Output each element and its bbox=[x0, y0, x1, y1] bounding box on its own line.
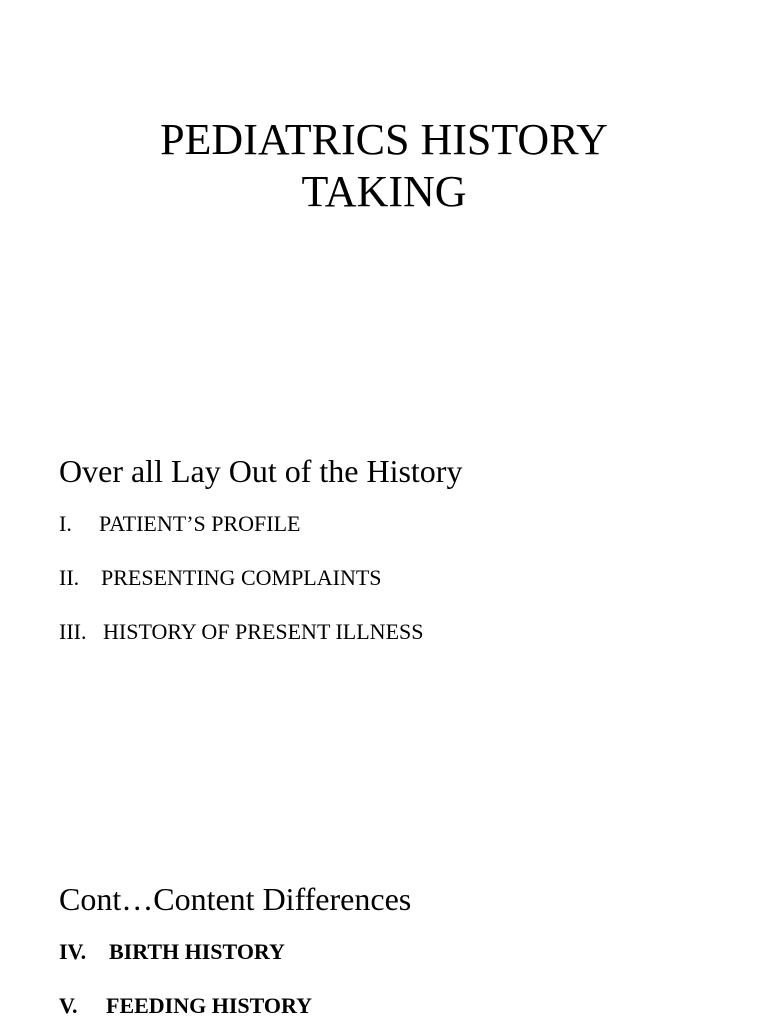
list-item-numeral: IV. bbox=[59, 939, 87, 964]
list-item bbox=[59, 565, 749, 591]
list-item-text: PATIENT’S PROFILE bbox=[99, 511, 301, 536]
list-item bbox=[59, 511, 749, 537]
history-layout-section bbox=[59, 452, 749, 673]
list-item-text: HISTORY OF PRESENT ILLNESS bbox=[103, 619, 424, 644]
list-item-numeral: I. bbox=[59, 511, 72, 536]
list-item bbox=[59, 993, 749, 1019]
list-item-numeral: III. bbox=[59, 619, 87, 644]
list-item-numeral: V. bbox=[59, 993, 78, 1018]
content-differences-section bbox=[59, 880, 749, 1024]
page-title-line-1: PEDIATRICS HISTORY bbox=[160, 115, 608, 164]
section-heading: Cont…Content Differences bbox=[59, 881, 412, 917]
list-item-text: PRESENTING COMPLAINTS bbox=[101, 565, 382, 590]
section-heading: Over all Lay Out of the History bbox=[59, 453, 463, 489]
history-outline-list bbox=[59, 511, 749, 645]
list-item-text: BIRTH HISTORY bbox=[109, 939, 285, 964]
list-item bbox=[59, 939, 749, 965]
list-item bbox=[59, 619, 749, 645]
list-item-text: FEEDING HISTORY bbox=[106, 993, 313, 1018]
page-title bbox=[0, 114, 768, 218]
list-item-numeral: II. bbox=[59, 565, 80, 590]
content-differences-list bbox=[59, 939, 749, 1019]
page-title-line-2: TAKING bbox=[301, 167, 467, 216]
